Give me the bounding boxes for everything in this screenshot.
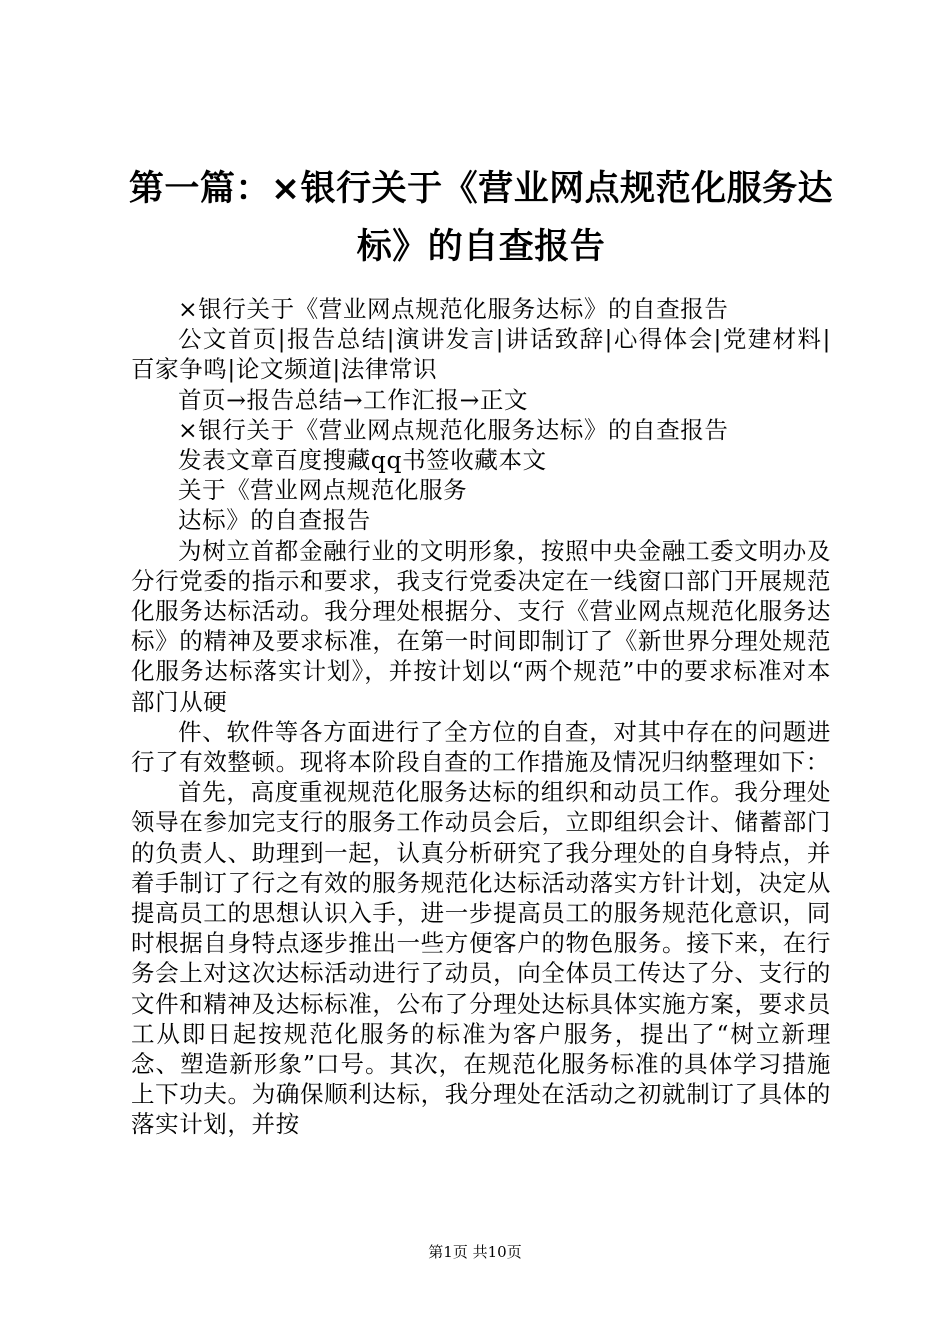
page-footer: 第1页 共10页 [428,1243,522,1261]
paragraph-article-title: ×银行关于《营业网点规范化服务达标》的自查报告 [178,415,729,444]
paragraph-first-measures: 首先，高度重视规范化服务达标的组织和动员工作。我分理处领导在参加完支行的服务工作动员会后，立即组织会计、储蓄部门的负责人、助理到一起，认真分析研究了我分理处的自身特点，并着手制订了行之有效的服务规范化达标活动落实方针计划，决定从提高员工的思想认识入手，进一步提高员工的服务规范化意识，同时根据自身特点逐步推出一些方便客户的物色服务。接下来，在行务会上对这次达标活动进行了动员，向全体员工传达了分、支行的文件和精神及达标标准，公布了分理处达标具体实施方案，要求员工从即日起按规范化服务的标准为客户服务，提出了“树立新理念、塑造新形象”口号。其次，在规范化服务标准的具体学习措施上下功夫。为确保顺利达标，我分理处在活动之初就制订了具体的落实计划，并按 [131,778,831,1139]
paragraph-heading-line-1: 关于《营业网点规范化服务 [178,476,468,505]
paragraph-site-nav: 公文首页|报告总结|演讲发言|讲话致辞|心得体会|党建材料|百家争鸣|论文频道|法律常识 [131,325,831,384]
document-body [131,294,831,1140]
paragraph-intro: 为树立首都金融行业的文明形象，按照中央金融工委文明办及分行党委的指示和要求，我支行党委决定在一线窗口部门开展规范化服务达标活动。我分理处根据分、支行《营业网点规范化服务达标》的精神及要求标准，在第一时间即制订了《新世界分理处规范化服务达标落实计划》，并按计划以“两个规范”中的要求标准对本部门从硬 [131,536,831,716]
paragraph-breadcrumb: 首页→报告总结→工作汇报→正文 [178,385,529,414]
paragraph-heading-line-2: 达标》的自查报告 [178,506,371,535]
paragraph-subtitle: ×银行关于《营业网点规范化服务达标》的自查报告 [178,295,729,323]
paragraph-share-links: 发表文章百度搜藏qq书签收藏本文 [178,446,547,475]
paragraph-intro-continued: 件、软件等各方面进行了全方位的自查，对其中存在的问题进行了有效整顿。现将本阶段自查的工作措施及情况归纳整理如下： [131,717,831,777]
document-title: 第一篇：×银行关于《营业网点规范化服务达标》的自查报告 [128,169,834,267]
